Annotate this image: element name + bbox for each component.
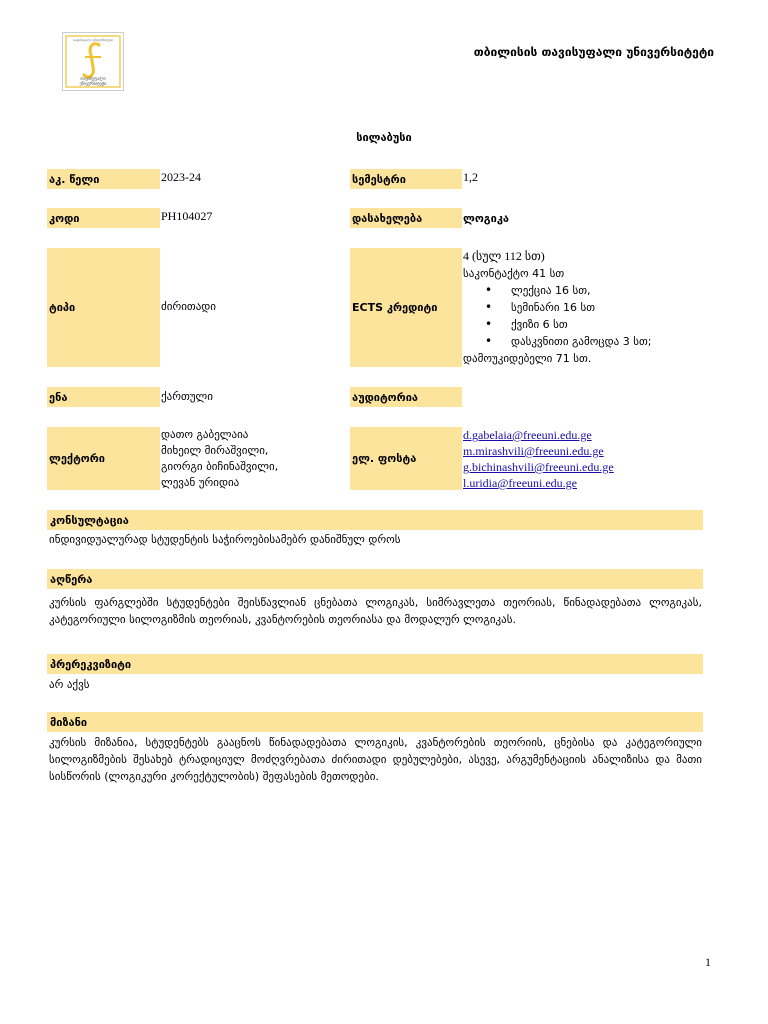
lecturer-name: გიორგი ბიჩინაშვილი, <box>161 460 279 473</box>
goal-heading: მიზანი <box>47 712 703 732</box>
lecturer-label: ლექტორი <box>47 427 160 490</box>
logo-top-text: თავისუფალი უნივერსიტეტი <box>72 38 114 42</box>
email-link[interactable]: m.mirashvili@freeuni.edu.ge <box>463 444 604 458</box>
semester-value: 1,2 <box>463 170 478 184</box>
email-link[interactable]: l.uridia@freeuni.edu.ge <box>463 476 578 490</box>
semester-label: სემესტრი <box>350 169 462 189</box>
ects-item: • დასკვნითი გამოცდა 3 სთ; <box>463 333 703 350</box>
prerequisite-heading: პრერეკვიზიტი <box>47 654 703 674</box>
page-number: 1 <box>705 955 711 969</box>
logo-line-2: უნივერსიტეტი <box>79 81 107 86</box>
consultation-heading: კონსულტაცია <box>47 510 703 530</box>
ects-label: ECTS კრედიტი <box>350 248 462 367</box>
ects-block <box>463 248 703 367</box>
ects-list <box>463 282 703 350</box>
code-label: კოდი <box>47 208 160 228</box>
year-value: 2023-24 <box>161 170 201 184</box>
ects-contact: საკონტაქტო 41 სთ <box>463 267 565 280</box>
university-logo <box>62 32 124 91</box>
lecturer-name: დათო გაბელაია <box>161 428 249 441</box>
email-label: ელ. ფოსტა <box>350 427 462 490</box>
auditorium-label: აუდიტორია <box>350 387 462 407</box>
description-heading: აღწერა <box>47 569 703 589</box>
language-label: ენა <box>47 387 160 407</box>
email-link[interactable]: d.gabelaia@freeuni.edu.ge <box>463 428 592 442</box>
university-name: თბილისის თავისუფალი უნივერსიტეტი <box>473 45 714 59</box>
description-text: კურსის ფარგლებში სტუდენტები შეისწავლიან ცნებათა ლოგიკას, სიმრავლეთა თეორიას, წინადადებათა ლოგიკას, კატეგორიული სილოგიზმის თეორიას, კვანტორების თეორიასა და მოდალურ ლოგიკას. <box>49 596 702 626</box>
language-value: ქართული <box>161 390 213 403</box>
ects-total: 4 (სულ 112 სთ) <box>463 249 545 263</box>
lecturer-list <box>161 427 278 491</box>
ects-item: • ლექცია 16 სთ, <box>463 282 703 299</box>
lecturer-name: ლევან ურიდია <box>161 476 240 489</box>
name-value: ლოგიკა <box>463 212 510 225</box>
goal-text: კურსის მიზანია, სტუდენტებს გააცნოს წინადადებათა ლოგიკის, კვანტორების თეორიის, ცნებისა და კატეგორიული სილოგიზმების შესახებ ტრადიციულ მოძღვრებათა ძირითადი დებულებები, ასევე, არგუმენტაციის ანალიზისა და მათი სისწორის (ლოგიკური კორექტულობის) შეფასების მეთოდები. <box>49 736 702 783</box>
code-value: PH104027 <box>161 209 213 223</box>
year-label: აკ. წელი <box>47 169 160 189</box>
ects-independent: დამოუკიდებელი 71 სთ. <box>463 352 592 365</box>
email-list <box>463 427 614 491</box>
type-label: ტიპი <box>47 248 160 367</box>
document-title: სილაბუსი <box>356 131 412 144</box>
name-label: დასახელება <box>350 208 462 228</box>
lecturer-name: მიხეილ მირაშვილი, <box>161 444 269 457</box>
logo-line-1: თავისუფალი <box>80 76 106 81</box>
prerequisite-text: არ აქვს <box>49 678 90 691</box>
ects-item: • სემინარი 16 სთ <box>463 299 703 316</box>
type-value: ძირითადი <box>161 300 216 313</box>
ects-item: • ქვიზი 6 სთ <box>463 316 703 333</box>
consultation-text: ინდივიდუალურად სტუდენტის საჭიროებისამებრ დანიშნულ დროს <box>49 533 401 546</box>
email-link[interactable]: g.bichinashvili@freeuni.edu.ge <box>463 460 614 474</box>
